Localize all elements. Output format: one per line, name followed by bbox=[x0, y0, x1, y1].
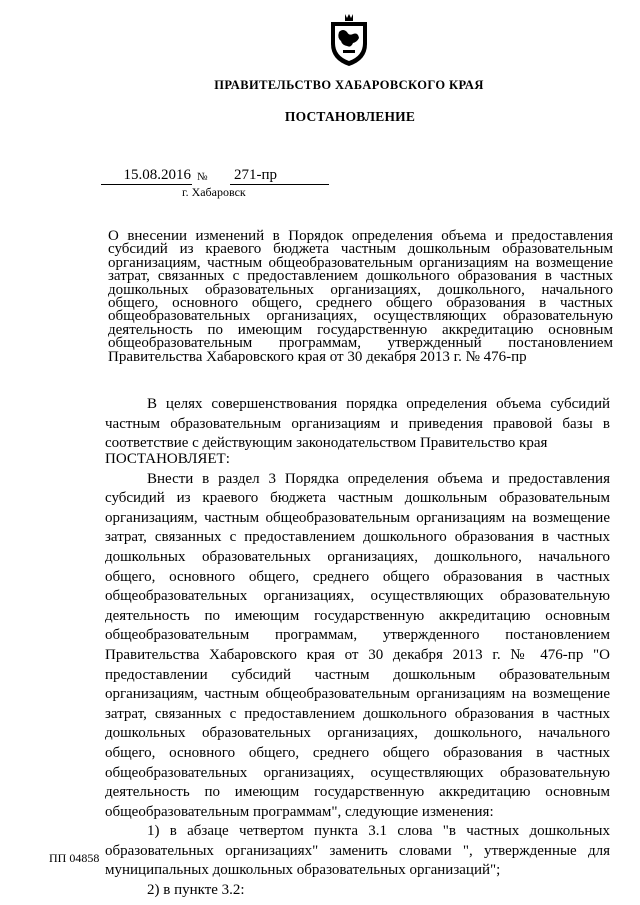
document-number: 271-пр bbox=[234, 167, 278, 183]
city: г. Хабаровск bbox=[182, 185, 246, 199]
resolves-heading: ПОСТАНОВЛЯЕТ: bbox=[105, 451, 230, 467]
resolution-body bbox=[105, 450, 610, 901]
preamble bbox=[105, 395, 610, 454]
document-date: 15.08.2016 bbox=[123, 167, 191, 183]
item-2-paragraph: 2) в пункте 3.2: bbox=[147, 882, 245, 899]
intro-paragraph: В целях совершенствования порядка определения объема субсидий частным образовательным организациям и приведения правовой базы в соответствие с действующим законодательством Правительство края bbox=[105, 396, 610, 452]
organization-name: ПРАВИТЕЛЬСТВО ХАБАРОВСКОГО КРАЯ bbox=[214, 78, 484, 92]
number-sign: № bbox=[197, 171, 208, 183]
coat-of-arms-icon bbox=[327, 12, 371, 68]
date-underline bbox=[101, 184, 192, 185]
document-code: ПП 04858 bbox=[49, 851, 100, 865]
main-paragraph: Внести в раздел 3 Порядка определения объема и предоставления субсидий из краевого бюджета частным дошкольным образовательным организациям, частным общеобразовательным организациям на возмещение затрат, связанных с предоставлением дошкольного образования в частных дошкольных образовательных организациях, дошкольного, начального общего, основного общего, среднего общего образования в частных общеобразовательных организациях, осуществляющих образовательную деятельность по имеющим государственную аккредитацию основным общеобразовательным программам, утвержденного постановлением Правительства Хабаровского края от 30 декабря 2013 г. № 476-пр "О предоставлении субсидий частным дошкольным образовательным организациям, частным общеобразовательным организациям на возмещение затрат, связанных с предоставлением дошкольного образования в частных дошкольных образовательных организациях, дошкольного, начального общего, основного общего, среднего общего образования в частных общеобразовательных организациях, осуществляющих образовательную деятельность по имеющим государственную аккредитацию основным общеобразовательным программам", следующие изменения: bbox=[105, 470, 610, 820]
document-subject: О внесении изменений в Порядок определения объема и предоставления субсидий из краевого бюджета частным дошкольным образовательным организациям, частным общеобразовательным организациям на возмещение затрат, связанных с предоставлением дошкольного образования в частных дошкольных образовательных организациях, дошкольного, начального общего, основного общего, среднего общего образования в частных общеобразовательных организациях, осуществляющих образовательную деятельность по имеющим государственную аккредитацию основным общеобразовательным программам, утвержденный постановлением Правительства Хабаровского края от 30 декабря 2013 г. № 476-пр bbox=[108, 228, 613, 365]
item-1-paragraph: 1) в абзаце четвертом пункта 3.1 слова "в частных дошкольных образовательных организациях" заменить словами ", утвержденные для муниципальных дошкольных образовательных организаций"; bbox=[105, 823, 610, 879]
document-type: ПОСТАНОВЛЕНИЕ bbox=[284, 109, 416, 124]
